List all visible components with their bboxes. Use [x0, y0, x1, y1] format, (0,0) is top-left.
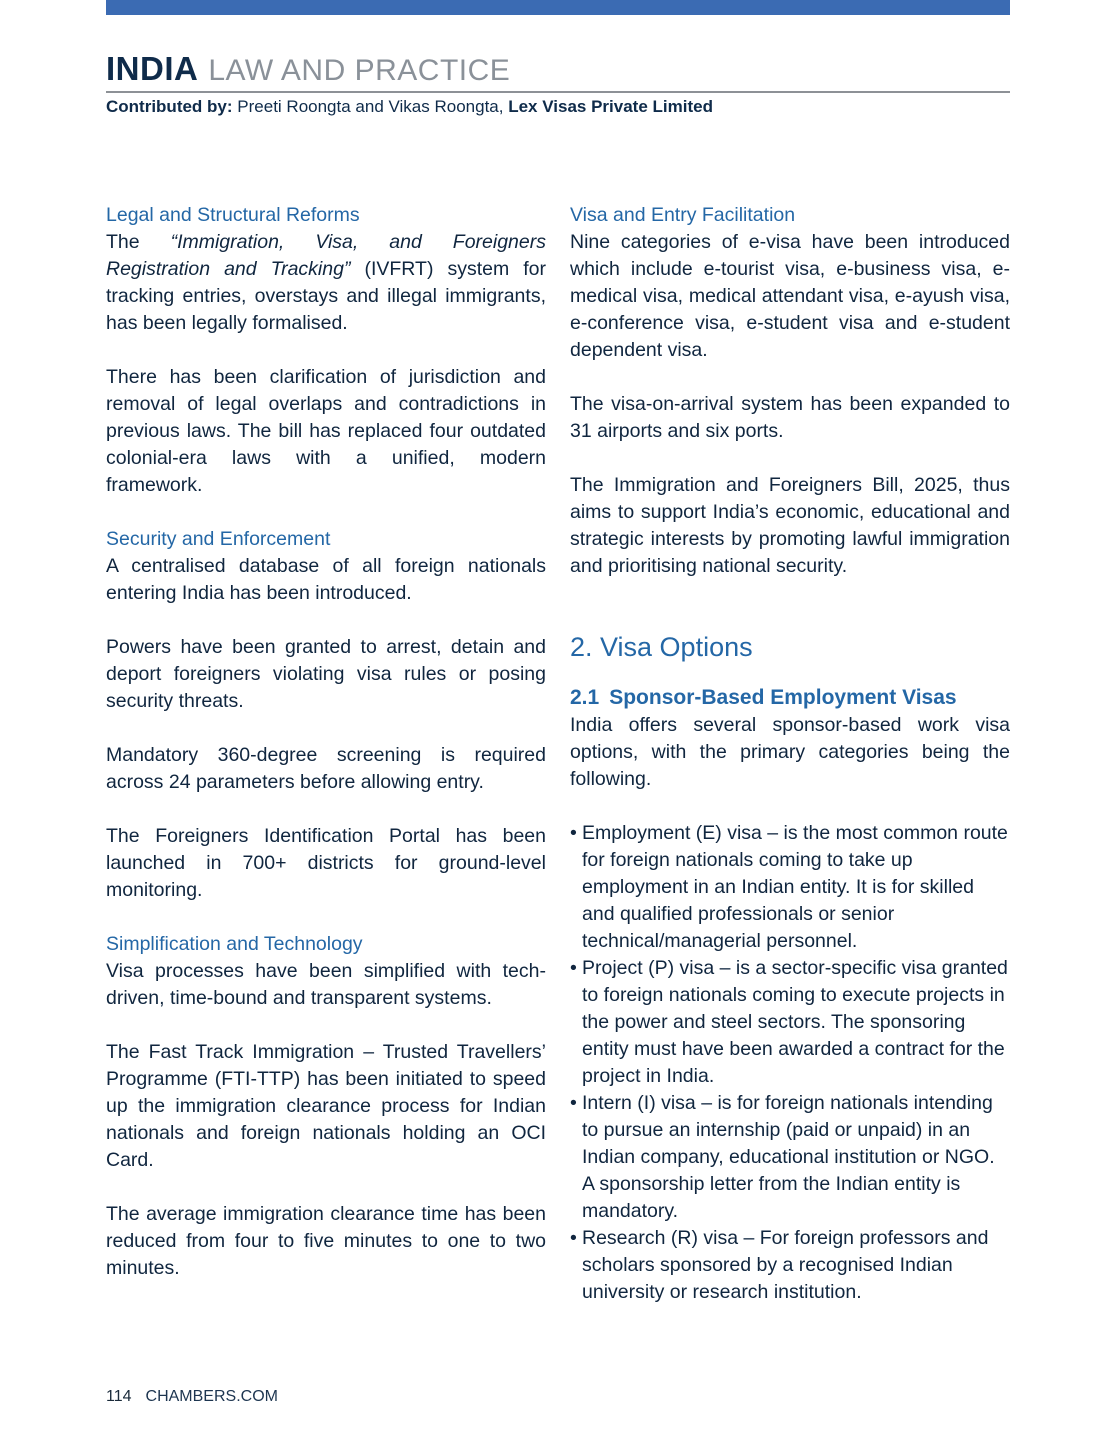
paragraph: Mandatory 360-degree screening is required across 24 parameters before allowing entry. — [106, 744, 546, 793]
list-item-text: Project (P) visa – is a sector-specific visa granted to foreign nationals coming to execute projects in the power and steel sectors. The sponsoring entity must have been awarded a contract for the project in India. — [582, 957, 1008, 1087]
italic-text: “Immigration, Visa, and Foreigners Registration and Tracking” — [106, 231, 546, 280]
list-item-text: Intern (I) visa – is for foreign nationals intending to pursue an internship (paid or unpaid) in an Indian company, educational institution or NGO. A sponsorship letter from the Indian entity is mandatory. — [582, 1092, 995, 1222]
paragraph: The Fast Track Immigration – Trusted Travellers’ Programme (FTI-TTP) has been initiated to speed up the immigration clearance process for Indian nationals and foreign nationals holding an OCI Card. — [106, 1041, 546, 1171]
left-column — [106, 202, 546, 1282]
page-title — [106, 50, 510, 88]
list-item-text: Research (R) visa – For foreign professors and scholars sponsored by a recognised Indian university or research institution. — [582, 1227, 989, 1303]
bullet-icon: • — [570, 822, 577, 844]
site-link[interactable]: CHAMBERS.COM — [145, 1388, 278, 1405]
list-item — [570, 1090, 1010, 1225]
visa-type-list — [570, 820, 1010, 1306]
section-label: LAW AND PRACTICE — [208, 54, 511, 87]
list-item — [570, 820, 1010, 955]
paragraph: The Foreigners Identification Portal has been launched in 700+ districts for ground-level monitoring. — [106, 825, 546, 901]
text: (IVFRT) system for tracking entries, overstays and illegal immigrants, has been legally formalised. — [106, 258, 546, 334]
bullet-icon: • — [570, 1092, 577, 1114]
bullet-icon: • — [570, 1227, 577, 1249]
page-number: 114 — [106, 1388, 132, 1405]
paragraph — [106, 229, 546, 337]
list-item — [570, 955, 1010, 1090]
paragraph: Powers have been granted to arrest, detain and deport foreigners violating visa rules or posing security threats. — [106, 636, 546, 712]
paragraph: The Immigration and Foreigners Bill, 2025, thus aims to support India’s economic, educational and strategic interests by promoting lawful immigration and prioritising national security. — [570, 474, 1010, 577]
subsection-title: Sponsor-Based Employment Visas — [609, 686, 957, 709]
list-item — [570, 1225, 1010, 1306]
subsection-number: 2.1 — [570, 686, 600, 709]
heading-legal-reforms: Legal and Structural Reforms — [106, 204, 360, 226]
paragraph: The visa-on-arrival system has been expanded to 31 airports and six ports. — [570, 393, 1010, 442]
right-column — [570, 202, 1010, 1306]
authors: Preeti Roongta and Vikas Roongta, — [237, 97, 504, 116]
text: The — [106, 231, 171, 253]
section-heading-visa-options: 2. Visa Options — [570, 632, 753, 662]
title-divider — [106, 91, 1010, 93]
contributed-label: Contributed by: — [106, 97, 233, 116]
firm-name: Lex Visas Private Limited — [508, 97, 713, 116]
heading-simplification: Simplification and Technology — [106, 933, 363, 955]
paragraph: A centralised database of all foreign nationals entering India has been introduced. — [106, 555, 546, 604]
heading-visa-entry: Visa and Entry Facilitation — [570, 204, 796, 226]
page-footer — [106, 1388, 278, 1406]
paragraph: The average immigration clearance time has been reduced from four to five minutes to one to two minutes. — [106, 1203, 546, 1279]
paragraph: Nine categories of e-visa have been introduced which include e-tourist visa, e-business visa, e-medical visa, medical attendant visa, e-ayush visa, e-conference visa, e-student visa and e-student dependent visa. — [570, 231, 1010, 361]
paragraph: India offers several sponsor-based work visa options, with the primary categories being the following. — [570, 714, 1010, 790]
top-accent-bar — [106, 0, 1010, 15]
bullet-icon: • — [570, 957, 577, 979]
country-label: INDIA — [106, 50, 199, 87]
contributors-line — [106, 97, 713, 117]
heading-security: Security and Enforcement — [106, 528, 331, 550]
paragraph: Visa processes have been simplified with tech-driven, time-bound and transparent systems. — [106, 960, 546, 1009]
subsection-heading — [570, 684, 1010, 712]
paragraph: There has been clarification of jurisdiction and removal of legal overlaps and contradictions in previous laws. The bill has replaced four outdated colonial-era laws with a unified, modern framework. — [106, 366, 546, 496]
list-item-text: Employment (E) visa – is the most common route for foreign nationals coming to take up employment in an Indian entity. It is for skilled and qualified professionals or senior technical/managerial personnel. — [582, 822, 1008, 952]
